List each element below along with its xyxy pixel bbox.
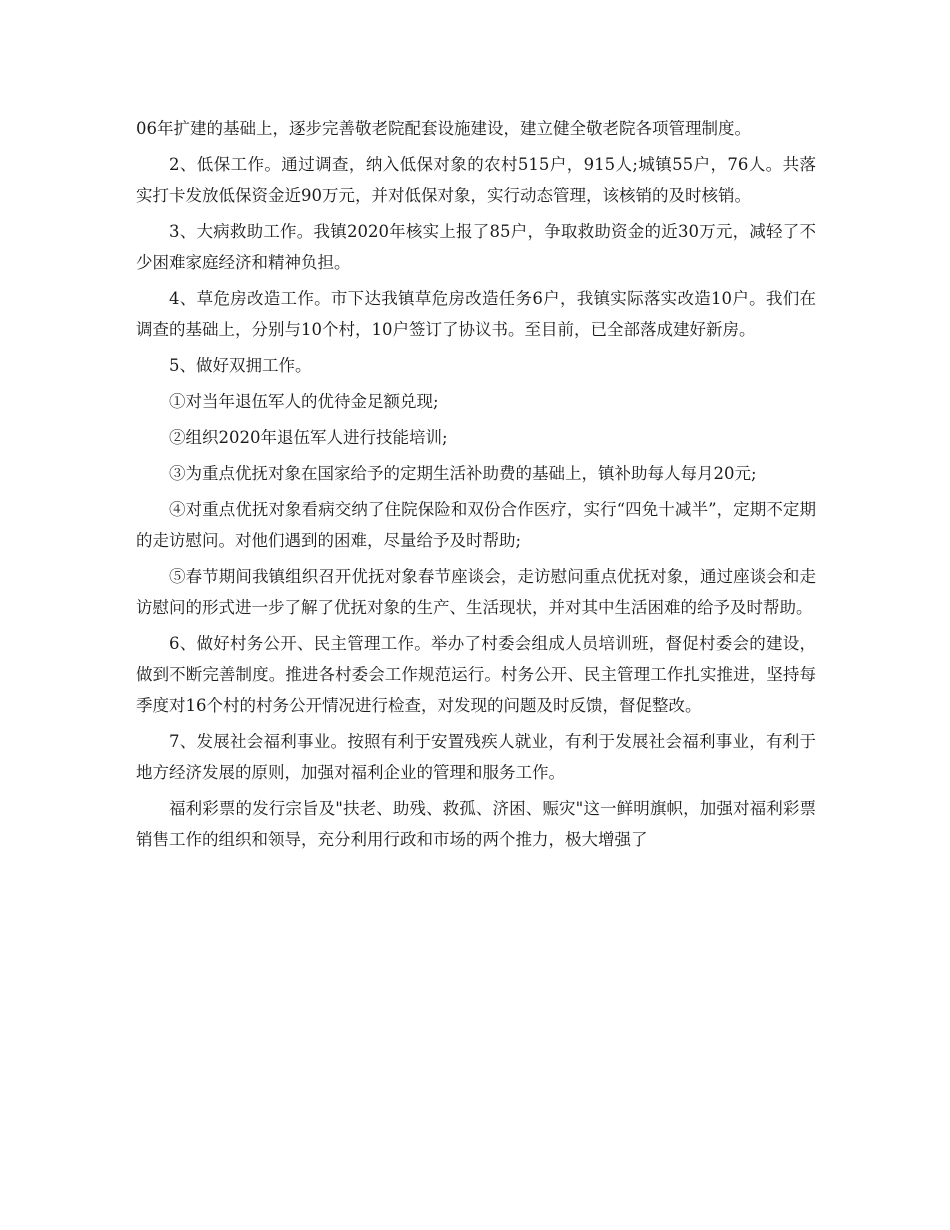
list-item: ④对重点优抚对象看病交纳了住院保险和双份合作医疗，实行“四免十减半”，定期不定期的走访慰问。对他们遇到的困难，尽量给予及时帮助; xyxy=(136,500,816,550)
paragraph: 4、草危房改造工作。市下达我镇草危房改造任务6户，我镇实际落实改造10户。我们在调查的基础上，分别与10个村，10户签订了协议书。至目前，已全部落成建好新房。 xyxy=(136,289,816,339)
paragraph: 6、做好村务公开、民主管理工作。举办了村委会组成人员培训班，督促村委会的建设，做到不断完善制度。推进各村委会工作规范运行。村务公开、民主管理工作扎实推进，坚持每季度对16个村的村务公开情况进行检查，对发现的问题及时反馈，督促整改。 xyxy=(136,634,816,715)
list-item: ①对当年退伍军人的优待金足额兑现; xyxy=(169,392,439,411)
paragraph: 2、低保工作。通过调查，纳入低保对象的农村515户，915人;城镇55户，76人。共落实打卡发放低保资金近90万元，并对低保对象，实行动态管理，该核销的及时核销。 xyxy=(136,155,816,205)
list-item: ③为重点优抚对象在国家给予的定期生活补助费的基础上，镇补助每人每月20元; xyxy=(169,464,757,483)
document-page xyxy=(136,113,816,860)
paragraph: 3、大病救助工作。我镇2020年核实上报了85户，争取救助资金的近30万元，减轻了不少困难家庭经济和精神负担。 xyxy=(136,222,816,272)
paragraph: 5、做好双拥工作。 xyxy=(169,356,312,375)
paragraph: 福利彩票的发行宗旨及"扶老、助残、救孤、济困、赈灾"这一鲜明旗帜，加强对福利彩票销售工作的组织和领导，充分利用行政和市场的两个推力，极大增强了 xyxy=(136,799,816,849)
list-item: ⑤春节期间我镇组织召开优抚对象春节座谈会，走访慰问重点优抚对象，通过座谈会和走访慰问的形式进一步了解了优抚对象的生产、生活现状，并对其中生活困难的给予及时帮助。 xyxy=(136,567,816,617)
paragraph: 7、发展社会福利事业。按照有利于安置残疾人就业，有利于发展社会福利事业，有利于地方经济发展的原则，加强对福利企业的管理和服务工作。 xyxy=(136,732,816,782)
list-item: ②组织2020年退伍军人进行技能培训; xyxy=(169,428,448,447)
paragraph: 06年扩建的基础上，逐步完善敬老院配套设施建设，建立健全敬老院各项管理制度。 xyxy=(136,119,751,138)
